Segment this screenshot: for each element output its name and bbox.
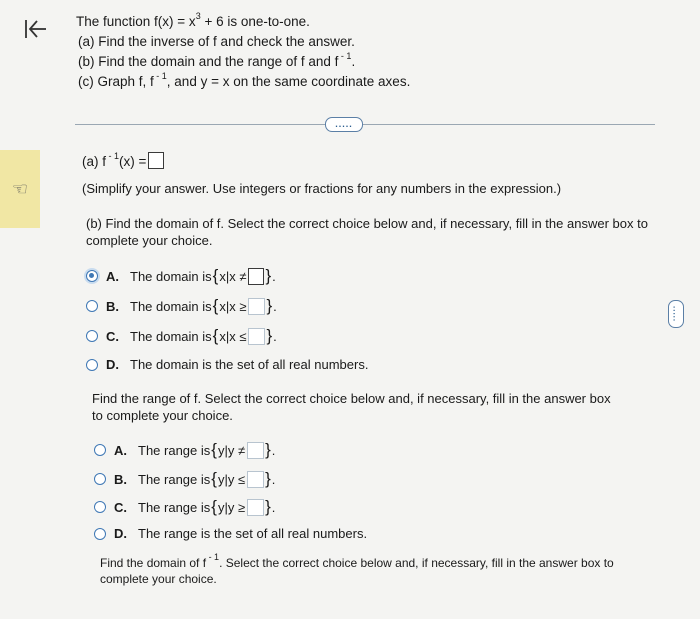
domain-choice-d[interactable]: D. The domain is the set of all real numbers. — [86, 357, 368, 372]
problem-statement — [76, 12, 410, 92]
range-radio-c[interactable] — [94, 501, 106, 513]
domain-radio-a[interactable] — [86, 270, 98, 282]
range-answer-box-a[interactable] — [247, 442, 264, 459]
inverse-answer-box[interactable] — [148, 152, 164, 169]
domain-choice-c[interactable]: C. The domain is { x | x ≤ } . — [86, 326, 277, 346]
simplify-instruction: (Simplify your answer. Use integers or fractions for any numbers in the expression.) — [82, 181, 562, 196]
back-arrow-icon — [22, 16, 48, 42]
domain-choice-b[interactable]: B. The domain is { x | x ≥ } . — [86, 296, 277, 316]
hand-pointer-marker — [0, 150, 40, 228]
problem-part-c: (c) Graph f, f $^{- 1}$, and y = x on the same coordinate axes. — [78, 70, 411, 89]
side-panel-handle[interactable]: ..... — [668, 300, 684, 328]
domain-answer-box-c[interactable] — [248, 328, 265, 345]
section-divider — [75, 124, 655, 125]
problem-part-a: (a) Find the inverse of f and check the answer. — [78, 34, 355, 49]
range-radio-a[interactable] — [94, 444, 106, 456]
domain-radio-c[interactable] — [86, 330, 98, 342]
range-radio-d[interactable] — [94, 528, 106, 540]
expand-more-button[interactable]: ..... — [325, 117, 363, 132]
range-choice-d[interactable]: D. The range is the set of all real numbers. — [94, 526, 367, 541]
back-button[interactable] — [22, 16, 52, 46]
hand-pointer-icon: ☜ — [11, 178, 29, 199]
range-prompt: Find the range of f. Select the correct choice below and, if necessary, fill in the answer box to complete your choice. — [92, 391, 611, 423]
range-choice-b[interactable]: B. The range is { y | y ≤ } . — [94, 469, 275, 489]
problem-line-1: The function $f(x) = x^3 + 6$ is one-to-one. — [76, 10, 310, 29]
domain-prompt: (b) Find the domain of f. Select the correct choice below and, if necessary, fill in the answer box to complete your choice. — [86, 216, 648, 248]
range-answer-box-c[interactable] — [247, 499, 264, 516]
range-choice-a[interactable]: A. The range is { y | y ≠ } . — [94, 440, 275, 460]
problem-part-b: (b) Find the domain and the range of f and f $^{- 1}$. — [78, 50, 356, 69]
domain-radio-b[interactable] — [86, 300, 98, 312]
range-radio-b[interactable] — [94, 473, 106, 485]
domain-choice-a[interactable]: A. The domain is { x | x ≠ } . — [86, 266, 276, 286]
inverse-domain-prompt: Find the domain of f $^{- 1}$. Select the correct choice below and, if necessary, fill in the answer box to complete your choice. — [100, 552, 614, 586]
range-answer-box-b[interactable] — [247, 471, 264, 488]
range-choice-c[interactable]: C. The range is { y | y ≥ } . — [94, 497, 275, 517]
inverse-answer-row: (a) f $^{- 1}$(x) = — [82, 152, 164, 170]
domain-answer-box-a[interactable] — [248, 268, 264, 285]
domain-radio-d[interactable] — [86, 359, 98, 371]
domain-answer-box-b[interactable] — [248, 298, 265, 315]
